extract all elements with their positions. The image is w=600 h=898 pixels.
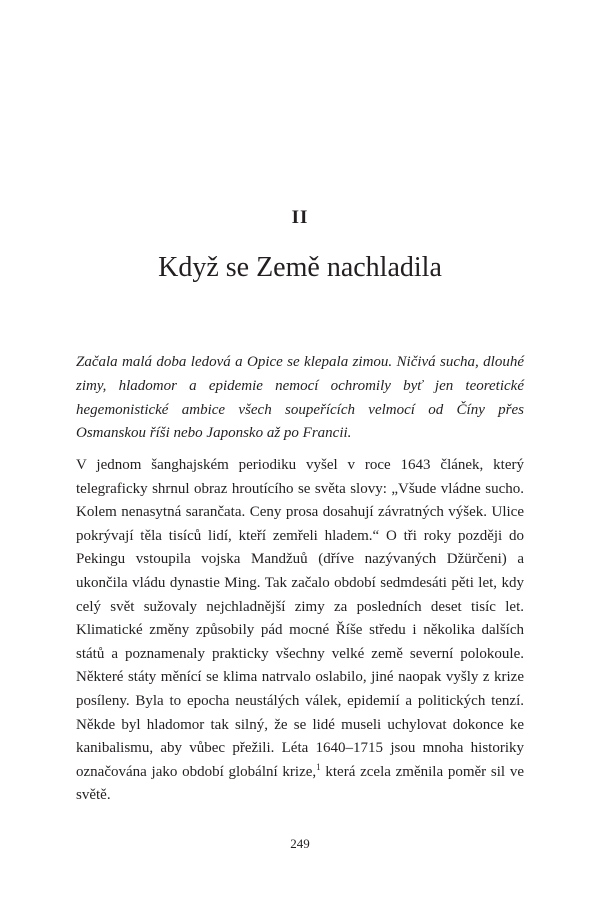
body-text-end: která zcela změnila poměr sil ve světě.	[76, 763, 524, 804]
chapter-title: Když se Země nachladila	[158, 252, 442, 283]
body-text-main: V jednom šanghajském periodiku vyšel v roce 1643 článek, který telegraficky shrnul obraz hroutícího se světa slovy: „Všude vládne sucho. Kolem nenasytná sarančata. Ceny prosa dosahují závratných výšek. Ulice pokrývají těla tisíců lidí, kteří zemřeli hladem.“ O tři roky později do Pekingu vstoupila vojska Mandžuů (dříve nazývaných Džürčeni) a ukončila vládu dynastie Ming. Tak začalo období sedmdesáti pěti let, kdy celý svět sužovaly nejchladnější zimy za posledních deset tisíc let. Klimatické změny způsobily pád mocné Říše středu i několika dalších států a poznamenaly prakticky všechny velké země severní polokoule. Některé státy měnící se klima natrvalo oslabilo, jiné naopak vyšly z krize posíleny. Byla to epocha neustálých válek, epidemií a politických tenzí. Někde byl hladomor tak silný, že se lidé museli uchylovat dokonce ke kanibalismu, aby vůbec přežili. Léta 1640–1715 jsou mnoha historiky označována jako období globální krize,	[76, 457, 524, 780]
chapter-lead-paragraph: Začala malá doba ledová a Opice se klepala zimou. Ničivá sucha, dlouhé zimy, hladomor a epidemie nemocí ochromily byť jen teoretické hegemonistické ambice všech soupeřících velmocí od Číny přes Osmanskou říši nebo Japonsko až po Francii.	[76, 354, 524, 442]
page-number: 249	[290, 836, 310, 851]
body-paragraph	[76, 454, 524, 808]
footnote-reference[interactable]: 1	[316, 761, 321, 772]
chapter-number: II	[291, 207, 309, 228]
